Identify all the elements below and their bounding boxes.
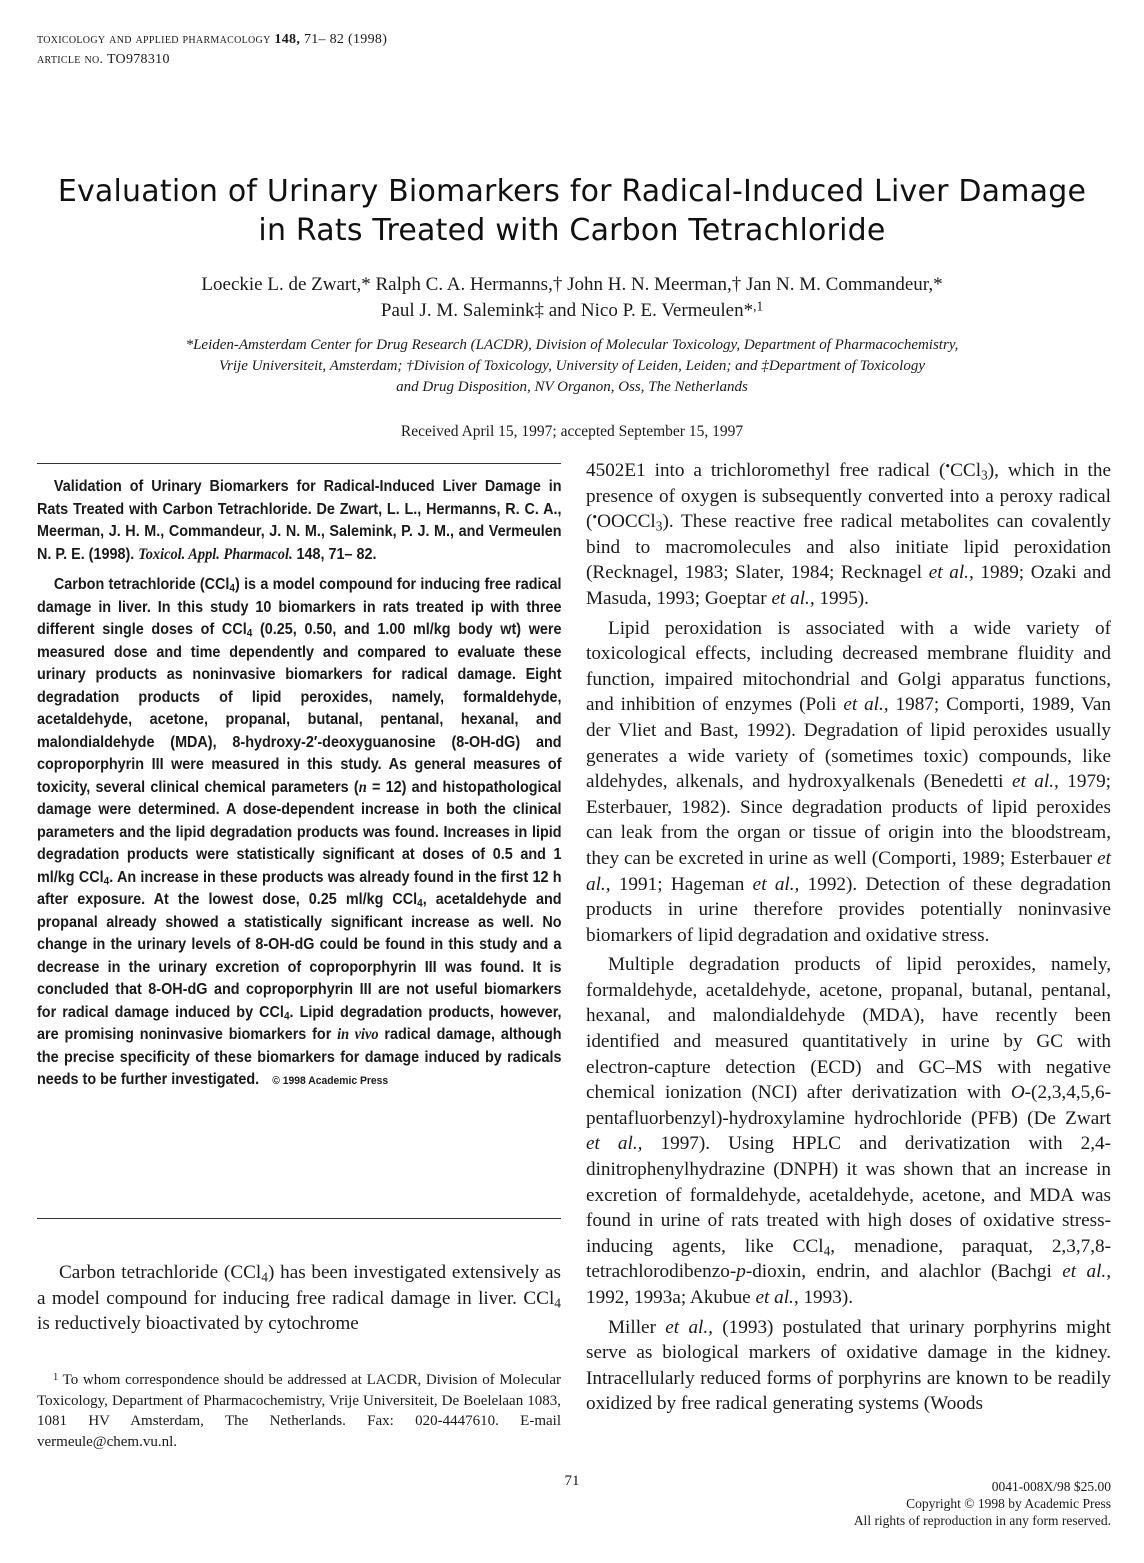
body-text: -(2,3,4,5,6-pentafluorbenzyl)-hydroxylamine hydrochloride (PFB) (De Zwart <box>586 1082 1111 1129</box>
author-list <box>0 272 1144 324</box>
body-text: OOCCl <box>597 511 656 533</box>
journal-name: toxicology and applied pharmacology <box>37 32 271 47</box>
title-line-1: Evaluation of Urinary Biomarkers for Radical-Induced Liver Damage <box>57 174 1087 209</box>
affiliation-line-1: *Leiden-Amsterdam Center for Drug Research (LACDR), Division of Molecular Toxicology, Department of Pharmacochemistry, <box>185 337 959 353</box>
issn-price: 0041-008X/98 $25.00 <box>991 1479 1111 1494</box>
radical-dot: • <box>945 458 951 474</box>
body-text: is reductively bioactivated by cytochrome <box>37 1313 359 1334</box>
body-text: Lipid peroxidation is associated with a wide variety of toxicological effects, including decreased membrane fluidity and function, impaired mitochondrial and Golgi apparatus functions, and inhibition of enzymes (Poli <box>586 617 1111 716</box>
affiliation-line-3: and Drug Disposition, NV Organon, Oss, The Netherlands <box>396 379 748 395</box>
et-al: et al., <box>586 1133 643 1155</box>
subscript: 4 <box>283 1010 290 1023</box>
copyright-block <box>854 1478 1111 1529</box>
affiliations <box>0 335 1144 398</box>
abstract-text: (0.25, 0.50, and 1.00 ml/kg body wt) were measured dose and time dependently and compared to evaluate these urinary products as noninvasive biomarkers for radical damage. Eight degradation products of lipid peroxides, namely, formaldehyde, acetaldehyde, acetone, propanal, butanal, pentanal, hexanal, and malondialdehyde (MDA), 8-hydroxy-2′-deoxyguanosine (8-OH-dG) and coproporphyrin III were measured in this study. As general measures of toxicity, several clinical chemical parameters ( <box>37 621 562 796</box>
title-line-2: in Rats Treated with Carbon Tetrachloride <box>258 213 886 248</box>
received-dates: Received April 15, 1997; accepted September 15, 1997 <box>400 423 744 440</box>
right-column <box>586 458 1111 1421</box>
paragraph <box>586 1315 1111 1417</box>
abstract-body <box>37 574 562 1093</box>
et-al: et al., <box>1011 771 1059 793</box>
abstract-text: . An increase in these products was already found in the first 12 h after exposure. At the lowest dose, 0.25 ml/kg CCl <box>37 868 562 908</box>
citation-journal: Toxicol. Appl. Pharmacol. <box>138 545 293 563</box>
abstract-text: ) is a model compound for inducing free radical damage in liver. In this study 10 biomarkers in rats treated ip with three different single doses of CCl <box>37 576 562 638</box>
abstract-bottom-rule <box>37 1218 561 1219</box>
body-text: -dioxin, endrin, and alachlor (Bachgi <box>745 1261 1063 1283</box>
body-text: Multiple degradation products of lipid peroxides, namely, formaldehyde, acetaldehyde, acetone, propanal, butanal, pentanal, hexanal, and malondialdehyde (MDA), have recently been identified and measured quantitatively in urine by GC with electron-capture detection (ECD) and GC–MS with negative chemical ionization (NCI) after derivatization with <box>586 954 1111 1104</box>
paragraph <box>586 616 1111 949</box>
body-text: 1987; Comporti, 1989, Van der Vliet and Bast, 1992). Degradation of lipid peroxides usually generates a wide variety of (sometimes toxic) compounds, like aldehydes, alkenals, and hydroxyalkenals (Benedetti <box>586 694 1111 793</box>
abstract-text: , acetaldehyde and propanal already showed a statistically significant increase as well. No change in the urinary levels of 8-OH-dG could be found in this study and a decrease in the urinary excretion of coproporphyrin III was found. It is concluded that 8-OH-dG and coproporphyrin III are not useful biomarkers for radical damage induced by CCl <box>37 891 562 1021</box>
authors-line-2: Paul J. M. Salemink‡ and Nico P. E. Vermeulen* <box>380 300 754 321</box>
subscript: 4 <box>261 1269 268 1285</box>
italic-o: O <box>1010 1082 1025 1104</box>
pages-year: 71– 82 (1998) <box>303 32 388 47</box>
et-al: et al., <box>928 562 974 584</box>
subscript: 4 <box>417 897 423 910</box>
body-text: ) has been investigated extensively as a model compound for inducing free radical damage in liver. CCl <box>37 1262 561 1309</box>
abstract-text: Carbon tetrachloride (CCl <box>53 576 230 593</box>
body-text: , menadione, paraquat, 2,3,7,8-tetrachlorodibenzo- <box>586 1235 1111 1283</box>
authors-sup: ,1 <box>753 298 764 314</box>
footnote-marker: 1 <box>53 1371 59 1383</box>
et-al: et al., <box>771 587 815 609</box>
body-text: Miller <box>608 1316 666 1338</box>
et-al: et al., <box>586 847 1111 895</box>
paragraph <box>586 458 1111 612</box>
copyright-line: Copyright © 1998 by Academic Press <box>906 1496 1111 1511</box>
subscript: 4 <box>554 1294 561 1310</box>
authors-line-1: Loeckie L. de Zwart,* Ralph C. A. Hermanns,† John H. N. Meerman,† Jan N. M. Commandeur,* <box>201 274 943 295</box>
paragraph <box>586 952 1111 1310</box>
body-text: (1993) postulated that urinary porphyrins might serve as biological markers of oxidative damage in the kidney. Intracellularly reduced forms of porphyrins are known to be readily oxidized by free radical generating systems (Woods <box>586 1316 1111 1415</box>
rights-line: All rights of reproduction in any form reserved. <box>853 1513 1111 1528</box>
abstract <box>37 476 562 1101</box>
subscript: 4 <box>246 627 253 640</box>
body-text: 1995). <box>814 587 869 609</box>
subscript: 3 <box>981 467 988 483</box>
abstract-citation <box>37 476 562 566</box>
affiliation-line-2: Vrije Universiteit, Amsterdam; †Division of Toxicology, University of Leiden, Leiden; and ‡Department of Toxicology <box>218 358 926 374</box>
abstract-top-rule <box>37 463 561 464</box>
abstract-text: . Lipid degradation products, however, are promising noninvasive biomarkers for <box>37 1003 562 1043</box>
body-text: 1989; Ozaki and Masuda, 1993; Goeptar <box>586 562 1111 609</box>
abstract-text: = 12) and histopathological damage were determined. A dose-dependent increase in both the clinical parameters and the lipid degradation products was found. Increases in lipid degradation products were statistically significant at doses of 0.5 and 1 ml/kg CCl <box>37 778 562 886</box>
subscript: 4 <box>823 1243 831 1259</box>
body-text: 1993). <box>798 1287 854 1308</box>
abstract-italic: in vivo <box>337 1026 379 1043</box>
page-number: 71 <box>564 1473 580 1489</box>
article-number: TO978310 <box>106 52 170 67</box>
body-text: 1979; Esterbauer, 1982). Since degradation products of lipid peroxides can leak from the organ or tissue of origin into the bloodstream, they can be excreted in urine as well (Comporti, 1989; Esterbauer <box>586 771 1111 869</box>
et-al: et al., <box>755 1287 799 1308</box>
et-al: et al., <box>752 873 800 895</box>
body-text: ), which in the presence of oxygen is subsequently converted into a peroxy radical ( <box>586 460 1111 533</box>
subscript: 3 <box>655 518 663 534</box>
subscript: 4 <box>103 875 110 888</box>
body-text: 1997). Using HPLC and derivatization with 2,4-dinitrophenylhydrazine (DNPH) it was shown that an increase in excretion of formaldehyde, acetaldehyde, acetone, and MDA was found in urine of rats treated with high doses of oxidative stress-inducing agents, like CCl <box>586 1133 1111 1257</box>
et-al: et al., <box>843 694 889 716</box>
body-text: CCl <box>950 460 982 481</box>
abstract-text: radical damage, although the precise specificity of these biomarkers for damage induced by radicals needs to be further investigated. <box>37 1026 562 1088</box>
body-text: 1991; Hageman <box>610 873 753 895</box>
footnote <box>37 1370 561 1452</box>
volume: 148, <box>274 32 301 47</box>
radical-dot: • <box>592 509 598 525</box>
article-label: article no. <box>37 52 104 67</box>
body-text: 1992, 1993a; Akubue <box>586 1287 756 1308</box>
abstract-italic: n <box>358 778 367 796</box>
body-text: Carbon tetrachloride (CCl <box>59 1262 262 1283</box>
subscript: 4 <box>229 582 236 595</box>
italic-p: p <box>736 1261 746 1283</box>
body-text: 1992). Detection of these degradation products in urine therefore provides potentially noninvasive biomarkers of lipid degradation and oxidative stress. <box>586 873 1111 946</box>
et-al: et al., <box>1062 1261 1111 1283</box>
body-text: ). These reactive free radical metabolites can covalently bind to macromolecules and also initiate lipid peroxidation (Recknagel, 1983; Slater, 1984; Recknagel <box>586 511 1111 584</box>
press-notice: © 1998 Academic Press <box>272 1075 389 1087</box>
running-header <box>37 30 387 70</box>
citation-text: Validation of Urinary Biomarkers for Radical-Induced Liver Damage in Rats Treated with Carbon Tetrachloride. De Zwart, L. L., Hermanns, R. C. A., Meerman, J. H. M., Commandeur, J. N. M., Salemink, P. J. M., and Vermeulen N. P. E. (1998). <box>37 478 562 563</box>
intro-paragraph <box>37 1260 561 1337</box>
et-al: et al., <box>665 1316 713 1338</box>
footnote-text: To whom correspondence should be addressed at LACDR, Division of Molecular Toxicology, Department of Pharmacochemistry, Vrije Universiteit, De Boelelaan 1083, 1081 HV Amsterdam, The Netherlands. Fax: 020-4447610. E-mail vermeule@chem.vu.nl. <box>37 1372 561 1450</box>
paper-title <box>0 172 1144 250</box>
body-text: 4502E1 into a trichloromethyl free radical ( <box>586 460 946 481</box>
citation-pages: 148, 71– 82. <box>296 545 377 563</box>
